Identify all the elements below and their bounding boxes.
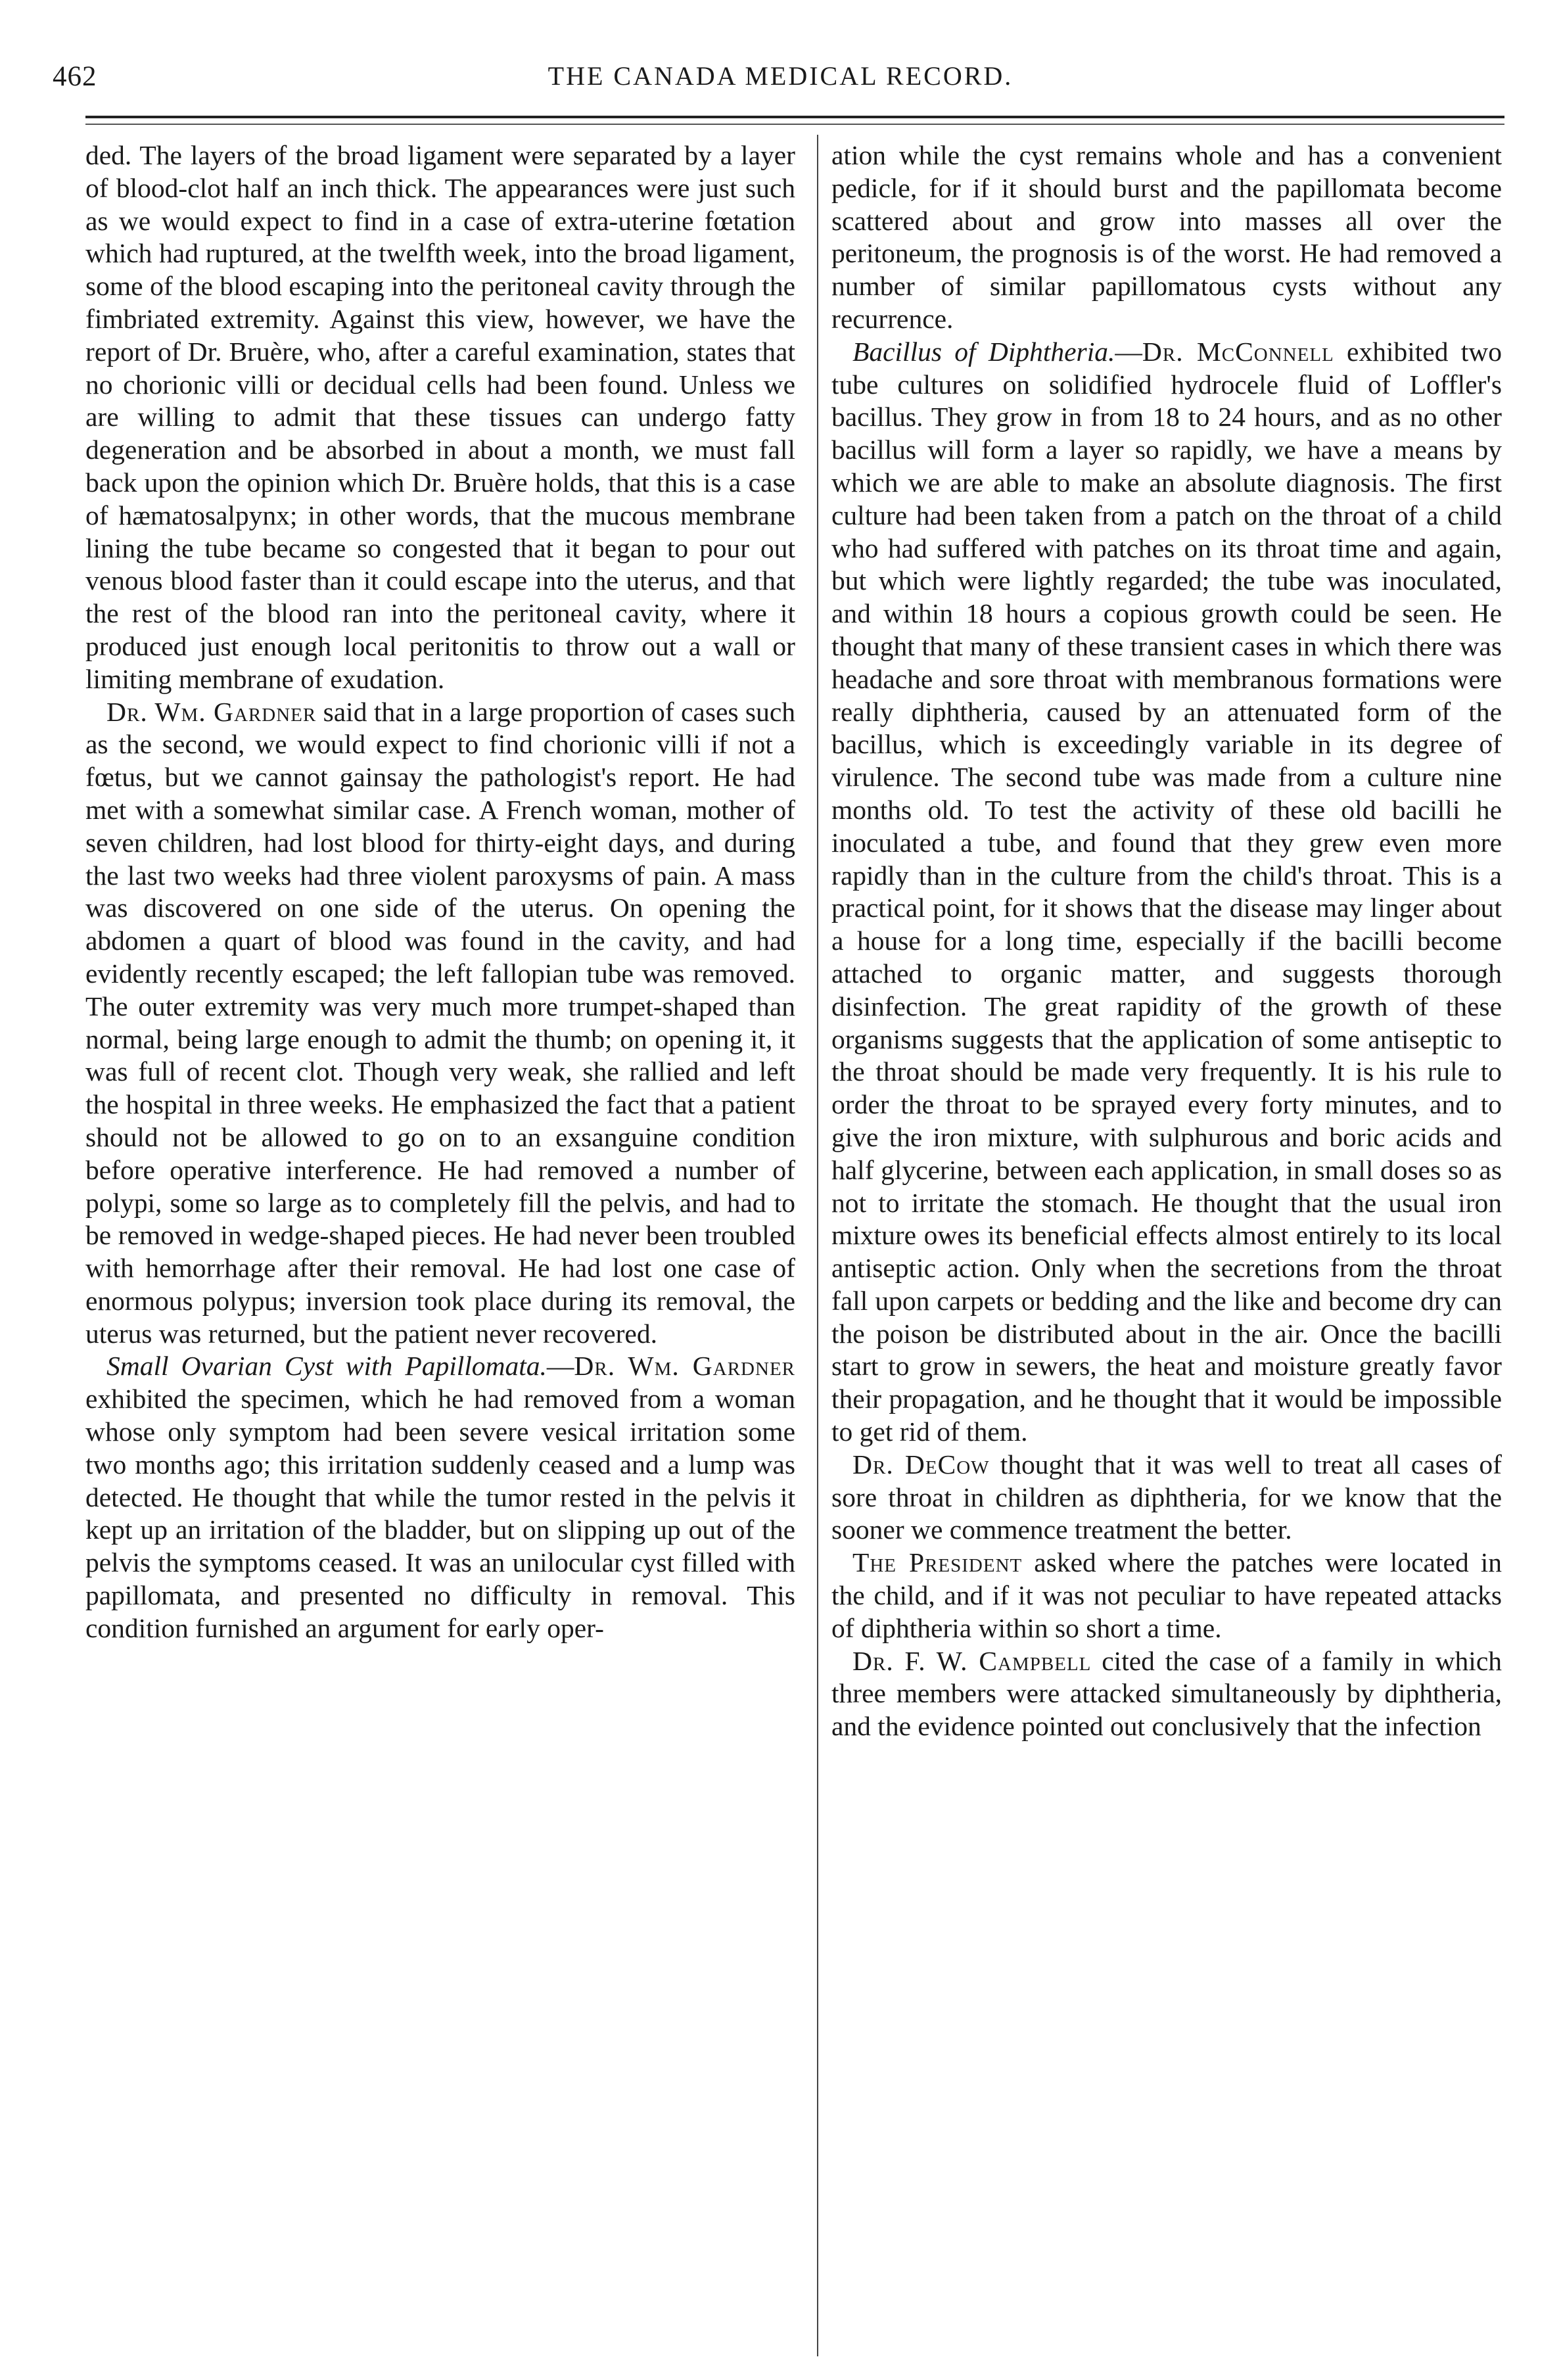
paragraph: ded. The layers of the broad ligament were separated by a layer of blood-clot half an inch thick. The appearances were just such as we would expect to find in a case of extra-uterine fœtation which had ruptured, at the twelfth week, into the broad ligament, some of the blood escaping into the peritoneal cavity through the fimbriated extremity. Against this view, however, we have the report of Dr. Bruère, who, after a careful examination, states that no chorionic villi or decidual cells had been found. Unless we are willing to admit that these tissues can undergo fatty degeneration and be absorbed in about a month, we must fall back upon the opinion which Dr. Bruère holds, that this is a case of hæmatosalpynx; in other words, that the mucous membrane lining the tube became so congested that it began to pour out venous blood faster than it could escape into the uterus, and that the rest of the blood ran into the peritoneal cavity, where it produced just enough local peritonitis to throw out a wall or limiting membrane of exudation. xyxy=(85,140,795,694)
paragraph xyxy=(831,1547,1502,1645)
header-rule-thin xyxy=(85,124,1504,125)
paragraph xyxy=(831,1449,1502,1547)
paragraph xyxy=(85,1350,795,1645)
paragraph xyxy=(85,696,795,1351)
section-heading: Bacillus of Diphtheria. xyxy=(852,336,1115,367)
page-header xyxy=(53,60,1508,113)
speaker-name: Dr. F. W. Campbell xyxy=(852,1645,1092,1676)
header-rule xyxy=(85,116,1504,118)
paragraph-text: said that in a large proportion of cases such as the second, we would expect to find chorionic villi if not a fœtus, but we cannot gainsay the pathologist's report. He had met with a somewhat similar case. A French woman, mother of seven children, had lost blood for thirty-eight days, and during the last two weeks had three violent paroxysms of pain. A mass was discovered on one side of the uterus. On opening the abdomen a quart of blood was found in the cavity, and had evidently recently escaped; the left fallopian tube was removed. The outer extremity was very much more trumpet-shaped than normal, being large enough to admit the thumb; on opening it, it was full of recent clot. Though very weak, she rallied and left the hospital in three weeks. He emphasized the fact that a patient should not be allowed to go on to an exsanguine condition before operative interference. He had removed a number of polypi, some so large as to completely fill the pelvis, and had to be removed in wedge-shaped pieces. He had never been troubled with hemorrhage after their removal. He had lost one case of enormous polypus; inversion took place during its removal, the uterus was returned, but the patient never recovered. xyxy=(85,696,796,1349)
speaker-name: Dr. Wm. Gardner xyxy=(106,696,317,727)
paragraph xyxy=(831,1645,1502,1743)
paragraph xyxy=(831,336,1502,1449)
paragraph-text: exhibited the specimen, which he had removed from a woman whose only symptom had been severe vesical irritation some two months ago; this irritation suddenly ceased and a lump was detected. He thought that while the tumor rested in the pelvis it kept up an irritation of the bladder, but on slipping up out of the pelvis the symptoms ceased. It was an unilocular cyst filled with papillomata, and presented no difficulty in removal. This condition furnished an argument for early oper- xyxy=(85,1384,795,1643)
paragraph-text: cited the case of a family in which three members were attacked simultaneously by diphtheria, and the evidence pointed out conclusively that the infection xyxy=(831,1645,1502,1742)
right-column xyxy=(831,139,1502,1743)
paragraph-text: thought that it was well to treat all cases of sore throat in children as diphtheria, for we know that the sooner we commence treatment the better. xyxy=(831,1449,1502,1545)
speaker-name: Dr. McConnell xyxy=(1142,336,1334,367)
heading-dash: — xyxy=(546,1351,574,1382)
speaker-name: Dr. DeCow xyxy=(852,1449,990,1480)
speaker-name: Dr. Wm. Gardner xyxy=(574,1351,796,1382)
speaker-name: The President xyxy=(852,1547,1023,1578)
paragraph-text: exhibited two tube cultures on solidified hydrocele fluid of Loffler's bacillus. They grow in from 18 to 24 hours, and as no other bacillus will form a layer so rapidly, we have a means by which we are able to make an absolute diagnosis. The first culture had been taken from a patch on the throat of a child who had suffered with patches on its throat time and again, but which were lightly regarded; the tube was inoculated, and within 18 hours a copious growth could be seen. He thought that many of these transient cases in which there was headache and sore throat with membranous formations were really diphtheria, caused by an attenuated form of the bacillus, which is exceedingly variable in its degree of virulence. The second tube was made from a culture nine months old. To test the activity of these old bacilli he inoculated a tube, and found that they grew even more rapidly than in the culture from the child's throat. This is a practical point, for it shows that the disease may linger about a house for a long time, especially if the bacilli become attached to organic matter, and suggests thorough disinfection. The great rapidity of the growth of these organisms suggests that the application of some antiseptic to the throat should be made very frequently. It is his rule to order the throat to be sprayed every forty minutes, and to give the iron mixture, with sulphurous and boric acids and half glycerine, between each application, in small doses so as not to irritate the stomach. He thought that the usual iron mixture owes its beneficial effects almost entirely to its local antiseptic action. Only when the secretions from the throat fall upon carpets or bedding and the like and become dry can the poison be distributed about in the air. Once the bacilli start to grow in sewers, the heat and moisture greatly favor their propagation, and he thought that it would be impossible to get rid of them. xyxy=(831,336,1502,1447)
left-column xyxy=(85,139,795,1645)
page-number: 462 xyxy=(53,61,97,92)
section-heading: Small Ovarian Cyst with Papillomata. xyxy=(106,1351,547,1382)
paragraph: ation while the cyst remains whole and has a convenient pedicle, for if it should burst and the papillomata become scattered about and grow into masses all over the peritoneum, the prognosis is of the worst. He had removed a number of similar papillomatous cysts without any recurrence. xyxy=(831,140,1502,334)
heading-dash: — xyxy=(1115,336,1142,367)
paragraph-text: asked where the patches were located in the child, and if it was not peculiar to have repeated attacks of diphtheria within so short a time. xyxy=(831,1547,1502,1643)
running-title: THE CANADA MEDICAL RECORD. xyxy=(548,61,1013,91)
column-divider xyxy=(817,135,818,2356)
